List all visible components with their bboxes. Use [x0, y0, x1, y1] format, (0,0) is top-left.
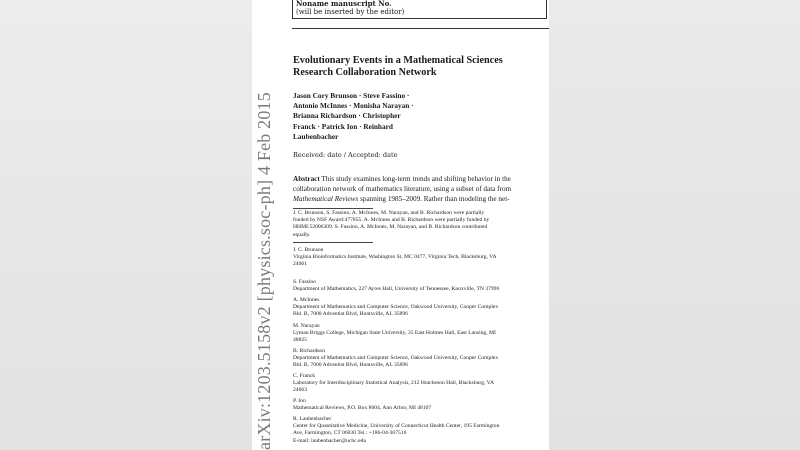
paper-title — [293, 55, 548, 79]
abstract-line: Abstract This study examines long-term trends and shifting behavior in the — [293, 175, 511, 183]
abstract — [293, 174, 551, 205]
manuscript-box — [292, 0, 547, 19]
header-rule — [292, 28, 549, 29]
arxiv-stamp: arXiv:1203.5158v2 [physics.soc-ph] 4 Feb 2015 — [254, 92, 274, 450]
affiliation-laubenbacher: R. Laubenbacher Center for Quantitative Medicine, University of Connecticut Health Center, 195 Farmington Ave, Farmington, CT 06030 Tel.: +186-04-367516 E-mail: laubenbacher@uchc.edu — [293, 416, 500, 444]
affiliation-ion: P. Ion Mathematical Reviews, P.O. Box 8604, Ann Arbor, MI 48107 — [293, 398, 432, 412]
title-line-2: Research Collaboration Network — [293, 67, 437, 78]
received-date: Received: date / Accepted: date — [293, 151, 398, 159]
background-right — [549, 0, 800, 450]
author-list — [293, 91, 463, 142]
abstract-line: collaboration network of mathematics literature, using a subset of data from — [293, 185, 512, 194]
abstract-line: Mathematical Reviews spanning 1985–2009. Rather than modeling the net- — [293, 195, 510, 204]
affiliation-brunson: J. C. Brunson Virginia Bioinformatics Institute, Washington St, MC 0477, Virginia Tech, Blacksburg, VA 24061 — [293, 247, 497, 268]
affiliation-mcinnes: A. McInnes Department of Mathematics and Computer Science, Oakwood University, Cooper Complex Bld. B, 7000 Adventist Blvd, Huntsville, AL 35896 — [293, 297, 499, 318]
author-line: Brianna Richardson · Christopher — [293, 111, 401, 121]
footnote-rule — [293, 208, 373, 209]
author-line: Jason Cory Brunson · Steve Fassino · — [293, 91, 410, 100]
manuscript-label: Noname manuscript No. — [296, 0, 392, 8]
author-line: Laubenbacher — [293, 131, 339, 141]
title-line-1: Evolutionary Events in a Mathematical Sciences — [293, 55, 503, 66]
affiliation-rule — [293, 242, 373, 243]
affiliation-fassino: S. Fassino Department of Mathematics, 227 Ayres Hall, University of Tennessee, Knoxville, TN 37996 — [293, 279, 500, 293]
author-line: Antonio McInnes · Monisha Narayan · — [293, 101, 414, 111]
affiliation-richardson: B. Richardson Department of Mathematics and Computer Science, Oakwood University, Cooper Complex Bld. B, 7000 Adventist Blvd, Huntsville, AL 35896 — [293, 348, 499, 369]
abstract-label: Abstract — [293, 175, 320, 183]
affiliation-franck: C. Franck Laboratory for Interdisciplinary Statistical Analysis, 212 Hutcheson Hall, Blacksburg, VA 24063 — [293, 373, 495, 394]
author-line: Franck · Patrick Ion · Reinhard — [293, 121, 393, 131]
background-left — [0, 0, 252, 450]
manuscript-note: (will be inserted by the editor) — [296, 8, 405, 16]
funding-note: J. C. Brunson, S. Fassino, A. McInnes, M. Narayan, and B. Richardson were partially funded by NSF Award:477855. A. McInnes and B. Richardson were partially funded by HHMI:52006309. S. Fassino, A. McInnes, M. Narayan, and B. Richardson contributed equally. — [293, 210, 490, 238]
affiliation-narayan: M. Narayan Lyman Briggs College, Michigan State University, 35 East Holmes Hall, East Lansing, MI 48825 — [293, 323, 496, 344]
